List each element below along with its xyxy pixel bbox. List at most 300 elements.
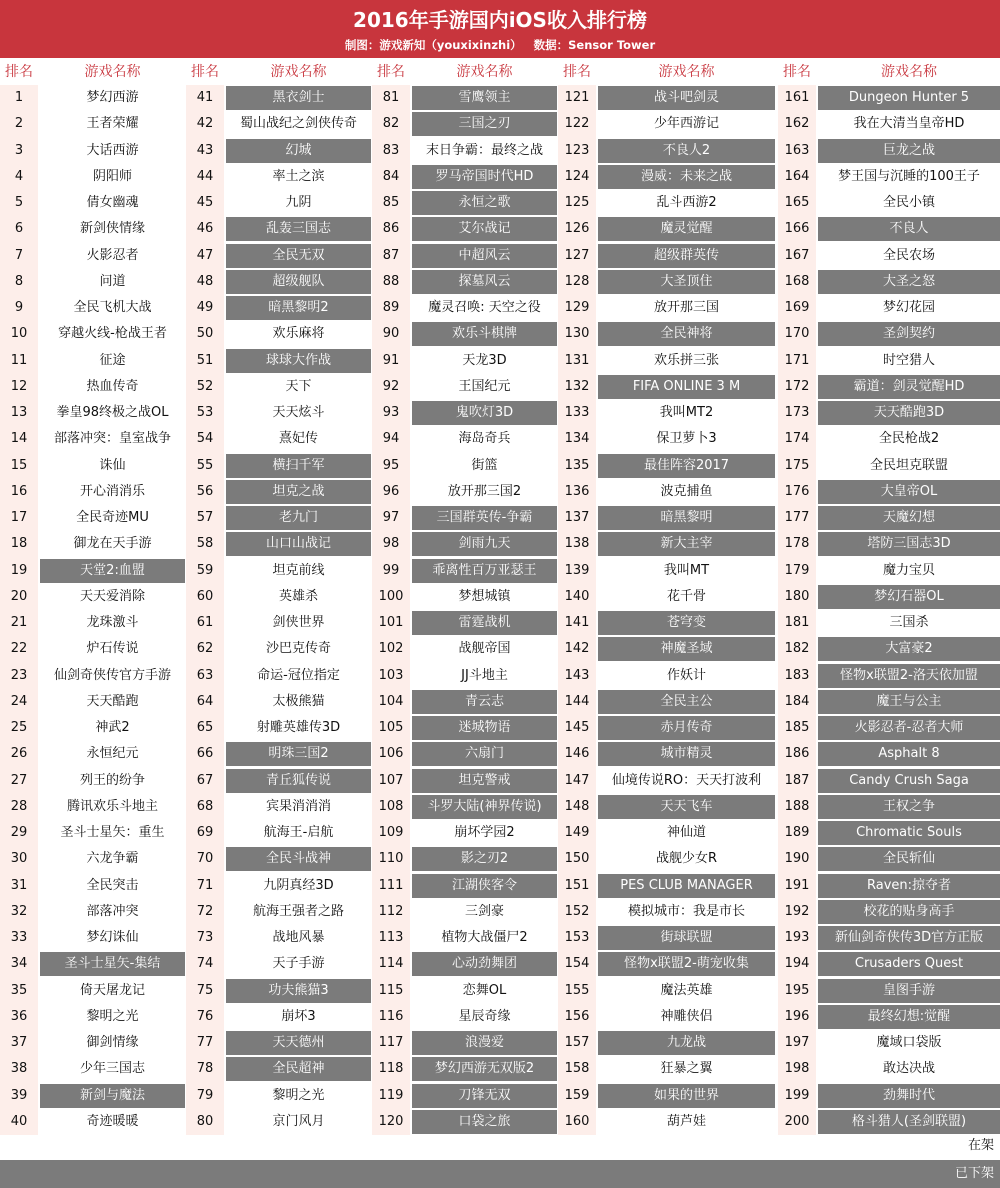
rank-cell: 44 xyxy=(196,168,214,184)
page-subtitle: 制图：游戏新知（youxixinzhi） 数据：Sensor Tower xyxy=(344,38,656,52)
rank-cell: 36 xyxy=(10,1008,28,1024)
rank-cell: 39 xyxy=(10,1087,28,1103)
rank-cell: 95 xyxy=(382,457,400,473)
game-name-cell: 天魔幻想 xyxy=(818,506,1000,530)
game-name-cell: 腾讯欢乐斗地主 xyxy=(66,798,158,814)
game-name-cell: 射雕英雄传3D xyxy=(256,720,341,735)
game-name-cell: 大富豪2 xyxy=(818,637,1000,661)
rank-cell: 113 xyxy=(378,930,404,945)
game-name-cell: 全民主公 xyxy=(598,690,775,714)
rank-cell: 14 xyxy=(10,431,28,447)
game-name-cell: 御龙在天手游 xyxy=(73,536,152,552)
game-name-cell: 不良人 xyxy=(818,217,1000,241)
game-name-cell: 斗罗大陆(神界传说) xyxy=(412,795,557,819)
rank-cell: 52 xyxy=(196,378,214,394)
game-name-cell: 蜀山战纪之剑侠传奇 xyxy=(239,116,357,132)
game-name-cell: 口袋之旅 xyxy=(412,1110,557,1134)
game-name-cell: 神魔圣域 xyxy=(598,637,775,661)
game-name-cell: 星辰奇缘 xyxy=(458,1008,511,1024)
rank-cell: 31 xyxy=(10,877,28,893)
rank-cell: 71 xyxy=(196,877,214,893)
game-name-cell: 倚天屠龙记 xyxy=(79,982,145,998)
game-name-cell: 乱斗西游2 xyxy=(656,195,717,210)
game-name-cell: 太极熊猫 xyxy=(272,693,325,709)
game-name-cell: 老九门 xyxy=(226,506,371,530)
game-name-cell: 全民斗战神 xyxy=(226,847,371,871)
game-name-cell: 部落冲突 xyxy=(86,903,139,919)
game-name-cell: 六扇门 xyxy=(412,742,557,766)
rank-cell: 72 xyxy=(196,903,214,919)
game-name-cell: 格斗猎人(圣剑联盟) xyxy=(818,1110,1000,1134)
rank-cell: 41 xyxy=(196,90,214,105)
game-name-cell: 率土之滨 xyxy=(272,168,325,184)
rank-cell: 35 xyxy=(10,982,28,998)
rank-cell: 100 xyxy=(378,588,404,604)
game-name-cell: 崩坏学园2 xyxy=(454,825,515,840)
rank-cell: 155 xyxy=(564,982,590,998)
game-name-cell: 热血传奇 xyxy=(86,378,139,394)
game-name-cell: 剑雨九天 xyxy=(412,532,557,556)
rank-cell: 4 xyxy=(14,168,24,184)
rank-cell: 142 xyxy=(564,641,590,657)
rank-cell: 147 xyxy=(564,772,590,788)
rank-cell: 37 xyxy=(10,1035,28,1050)
game-name-cell: 鬼吹灯3D xyxy=(412,401,557,425)
game-name-cell: 少年三国志 xyxy=(79,1061,145,1077)
rank-cell: 192 xyxy=(784,903,810,919)
game-name-cell: 放开那三国2 xyxy=(447,483,522,499)
rank-cell: 68 xyxy=(196,798,214,814)
rank-cell: 58 xyxy=(196,536,214,552)
rank-column-background xyxy=(186,85,224,1135)
game-name-cell: 宾果消消消 xyxy=(265,798,331,814)
game-name-cell: 阴阳师 xyxy=(92,168,132,184)
rank-cell: 101 xyxy=(378,615,404,630)
rank-cell: 132 xyxy=(564,378,590,394)
rank-cell: 96 xyxy=(382,483,400,499)
game-name-cell: 开心消消乐 xyxy=(79,483,145,499)
rank-cell: 15 xyxy=(10,457,28,473)
game-name-cell: 欢乐麻将 xyxy=(272,326,325,342)
game-name-cell: Crusaders Quest xyxy=(818,952,1000,976)
rank-cell: 12 xyxy=(10,378,28,394)
rank-cell: 184 xyxy=(784,693,810,709)
rank-cell: 149 xyxy=(564,825,590,840)
rank-cell: 189 xyxy=(784,825,810,840)
game-name-cell: 梦王国与沉睡的100王子 xyxy=(838,168,980,184)
rank-cell: 136 xyxy=(564,483,590,499)
game-name-cell: 命运-冠位指定 xyxy=(257,667,340,683)
rank-cell: 108 xyxy=(378,798,404,814)
rank-cell: 29 xyxy=(10,825,28,840)
rank-cell: 99 xyxy=(382,562,400,578)
rank-cell: 74 xyxy=(196,956,214,972)
game-name-cell: 迷城物语 xyxy=(412,716,557,740)
page-title: 2016年手游国内iOS收入排行榜 xyxy=(353,8,647,32)
game-name-cell: 海岛奇兵 xyxy=(458,431,511,447)
game-name-cell: 九龙战 xyxy=(598,1031,775,1055)
game-name-cell: 崩坏3 xyxy=(281,1008,316,1024)
game-name-cell: 大圣之怒 xyxy=(818,270,1000,294)
rank-cell: 17 xyxy=(10,510,28,525)
game-name-cell: 炉石传说 xyxy=(86,641,139,657)
rank-cell: 2 xyxy=(14,116,24,132)
rank-cell: 187 xyxy=(784,772,810,788)
game-name-cell: 新仙剑奇侠传3D官方正版 xyxy=(818,926,1000,950)
name-header: 游戏名称 xyxy=(658,64,715,80)
rank-cell: 33 xyxy=(10,930,28,945)
rank-cell: 177 xyxy=(784,510,810,525)
game-name-cell: 我叫MT xyxy=(663,562,710,578)
game-name-cell: 列王的纷争 xyxy=(79,772,145,788)
rank-cell: 157 xyxy=(564,1035,590,1050)
game-name-cell: 影之刃2 xyxy=(412,847,557,871)
game-name-cell: 街球联盟 xyxy=(598,926,775,950)
game-name-cell: 漫威：未来之战 xyxy=(598,165,775,189)
game-name-cell: 天天德州 xyxy=(226,1031,371,1055)
rank-cell: 11 xyxy=(10,352,28,368)
rank-cell: 38 xyxy=(10,1061,28,1077)
table-column xyxy=(372,85,557,1135)
game-name-cell: 剑侠世界 xyxy=(272,615,325,630)
game-name-cell: 神仙道 xyxy=(666,825,706,840)
game-name-cell: 全民奇迹MU xyxy=(76,510,149,525)
game-name-cell: Asphalt 8 xyxy=(818,742,1000,766)
game-name-cell: 雷霆战机 xyxy=(412,611,557,635)
rank-cell: 1 xyxy=(14,90,24,105)
rank-cell: 128 xyxy=(564,273,590,289)
rank-cell: 9 xyxy=(14,300,24,315)
rank-cell: 121 xyxy=(564,90,590,105)
game-name-cell: Chromatic Souls xyxy=(818,821,1000,845)
rank-cell: 140 xyxy=(564,588,590,604)
game-name-cell: 英雄杀 xyxy=(278,588,318,604)
rank-cell: 60 xyxy=(196,588,214,604)
rank-cell: 54 xyxy=(196,431,214,447)
rank-header: 排名 xyxy=(5,64,33,80)
game-name-cell: 全民小镇 xyxy=(882,195,935,210)
rank-cell: 112 xyxy=(378,903,404,919)
rank-cell: 65 xyxy=(196,720,214,735)
rank-cell: 131 xyxy=(564,352,590,368)
rank-cell: 198 xyxy=(784,1061,810,1077)
game-name-cell: 波克捕鱼 xyxy=(660,483,713,499)
game-name-cell: 天子手游 xyxy=(272,956,325,972)
rank-cell: 21 xyxy=(10,615,28,630)
game-name-cell: 大话西游 xyxy=(86,142,139,158)
game-name-cell: 征途 xyxy=(99,352,126,368)
game-name-cell: 三国之刃 xyxy=(412,112,557,136)
game-name-cell: 植物大战僵尸2 xyxy=(441,930,528,945)
game-name-cell: 新大主宰 xyxy=(598,532,775,556)
rank-cell: 66 xyxy=(196,746,214,762)
rank-cell: 193 xyxy=(784,930,810,945)
rank-cell: 78 xyxy=(196,1061,214,1077)
rank-cell: 51 xyxy=(196,352,214,368)
legend-off-shelf: 已下架 xyxy=(0,1160,1000,1188)
game-name-cell: Candy Crush Saga xyxy=(818,769,1000,793)
game-name-cell: 火影忍者-忍者大师 xyxy=(818,716,1000,740)
rank-cell: 119 xyxy=(378,1087,404,1103)
game-name-cell: 青云志 xyxy=(412,690,557,714)
game-name-cell: 圣斗士星矢：重生 xyxy=(60,825,165,840)
rank-cell: 79 xyxy=(196,1087,214,1103)
game-name-cell: 九阴 xyxy=(285,195,312,210)
rank-cell: 120 xyxy=(378,1113,404,1129)
game-name-cell: 劲舞时代 xyxy=(818,1084,1000,1108)
game-name-cell: 霸道：剑灵觉醒HD xyxy=(818,375,1000,399)
rank-cell: 85 xyxy=(382,195,400,210)
rank-cell: 180 xyxy=(784,588,810,604)
rank-cell: 57 xyxy=(196,510,214,525)
rank-cell: 102 xyxy=(378,641,404,657)
game-name-cell: 浪漫爱 xyxy=(412,1031,557,1055)
rank-cell: 129 xyxy=(564,300,590,315)
rank-cell: 127 xyxy=(564,247,590,263)
game-name-cell: 坦克前线 xyxy=(272,562,325,578)
rank-cell: 42 xyxy=(196,116,214,132)
rank-cell: 94 xyxy=(382,431,400,447)
game-name-cell: 火影忍者 xyxy=(86,247,139,263)
legend-on-shelf: 在架 xyxy=(967,1138,994,1153)
game-name-cell: 圣剑契约 xyxy=(818,322,1000,346)
game-name-cell: 恋舞OL xyxy=(462,982,507,998)
rank-cell: 171 xyxy=(784,352,810,368)
game-name-cell: 心动劲舞团 xyxy=(412,952,557,976)
rank-cell: 181 xyxy=(784,615,810,630)
game-name-cell: 城市精灵 xyxy=(598,742,775,766)
game-name-cell: 时空猎人 xyxy=(882,352,935,368)
rank-cell: 20 xyxy=(10,588,28,604)
game-name-cell: 全民飞机大战 xyxy=(73,300,152,315)
game-name-cell: 黎明之光 xyxy=(272,1087,325,1103)
game-name-cell: 大皇帝OL xyxy=(818,480,1000,504)
game-name-cell: 奇迹暖暖 xyxy=(86,1113,139,1129)
game-name-cell: 战斗吧剑灵 xyxy=(598,86,775,110)
rank-cell: 107 xyxy=(378,772,404,788)
game-name-cell: 天天炫斗 xyxy=(272,405,325,420)
rank-cell: 28 xyxy=(10,798,28,814)
game-name-cell: 天龙3D xyxy=(462,352,507,368)
rank-cell: 179 xyxy=(784,562,810,578)
game-name-cell: 九阴真经3D xyxy=(263,877,334,893)
game-name-cell: 天天酷跑 xyxy=(86,693,139,709)
rank-cell: 75 xyxy=(196,982,214,998)
game-name-cell: 我叫MT2 xyxy=(659,405,714,420)
game-name-cell: 王者荣耀 xyxy=(86,116,139,132)
game-name-cell: 欢乐斗棋牌 xyxy=(412,322,557,346)
rank-cell: 70 xyxy=(196,851,214,867)
ranking-table xyxy=(0,85,1000,1135)
rank-cell: 47 xyxy=(196,247,214,263)
rank-cell: 89 xyxy=(382,300,400,315)
game-name-cell: 横扫千军 xyxy=(226,454,371,478)
game-name-cell: 全民神将 xyxy=(598,322,775,346)
rank-cell: 90 xyxy=(382,326,400,342)
rank-cell: 77 xyxy=(196,1035,214,1050)
game-name-cell: 三剑豪 xyxy=(464,903,504,919)
rank-cell: 130 xyxy=(564,326,590,342)
rank-cell: 137 xyxy=(564,510,590,525)
rank-cell: 122 xyxy=(564,116,590,132)
game-name-cell: 倩女幽魂 xyxy=(86,195,139,210)
name-header: 游戏名称 xyxy=(84,64,141,80)
table-column xyxy=(0,85,185,1135)
rank-cell: 195 xyxy=(784,982,810,998)
rank-cell: 146 xyxy=(564,746,590,762)
rank-cell: 118 xyxy=(378,1061,404,1077)
rank-cell: 8 xyxy=(14,273,24,289)
rank-cell: 27 xyxy=(10,772,28,788)
game-name-cell: 战舰少女R xyxy=(655,851,718,867)
rank-cell: 194 xyxy=(784,956,810,972)
game-name-cell: 永恒纪元 xyxy=(86,746,139,762)
game-name-cell: 魔王与公主 xyxy=(818,690,1000,714)
rank-cell: 143 xyxy=(564,667,590,683)
game-name-cell: 梦幻西游无双版2 xyxy=(412,1057,557,1081)
game-name-cell: 三国杀 xyxy=(889,615,929,630)
game-name-cell: 新剑与魔法 xyxy=(40,1084,185,1108)
rank-cell: 115 xyxy=(378,982,404,998)
rank-cell: 6 xyxy=(14,221,24,237)
game-name-cell: 暗黑黎明2 xyxy=(226,296,371,320)
game-name-cell: 梦想城镇 xyxy=(458,588,511,604)
rank-cell: 106 xyxy=(378,746,404,762)
rank-cell: 162 xyxy=(784,116,810,132)
rank-cell: 16 xyxy=(10,483,28,499)
rank-cell: 34 xyxy=(10,956,28,972)
game-name-cell: 天堂2:血盟 xyxy=(40,559,185,583)
game-name-cell: 全民突击 xyxy=(86,877,139,893)
rank-cell: 7 xyxy=(14,247,24,263)
game-name-cell: 黑衣剑士 xyxy=(226,86,371,110)
rank-cell: 159 xyxy=(564,1087,590,1103)
rank-header: 排名 xyxy=(377,64,405,80)
game-name-cell: 航海王-启航 xyxy=(263,825,334,840)
game-name-cell: 暗黑黎明 xyxy=(598,506,775,530)
rank-column-background xyxy=(0,85,38,1135)
game-name-cell: 王国纪元 xyxy=(458,378,511,394)
game-name-cell: 街篮 xyxy=(471,457,498,473)
rank-cell: 196 xyxy=(784,1008,810,1024)
rank-cell: 67 xyxy=(196,772,214,788)
rank-cell: 153 xyxy=(564,930,590,945)
rank-cell: 105 xyxy=(378,720,404,735)
game-name-cell: 超级群英传 xyxy=(598,244,775,268)
rank-cell: 176 xyxy=(784,483,810,499)
rank-cell: 182 xyxy=(784,641,810,657)
game-name-cell: 全民农场 xyxy=(882,247,935,263)
game-name-cell: 苍穹变 xyxy=(598,611,775,635)
game-name-cell: 六龙争霸 xyxy=(86,851,139,867)
rank-cell: 188 xyxy=(784,798,810,814)
game-name-cell: 全民坦克联盟 xyxy=(869,457,948,473)
game-name-cell: 青丘狐传说 xyxy=(226,769,371,793)
game-name-cell: 拳皇98终极之战OL xyxy=(56,405,169,420)
game-name-cell: JJ斗地主 xyxy=(461,667,508,683)
game-name-cell: 龙珠激斗 xyxy=(86,615,139,630)
game-name-cell: 全民无双 xyxy=(226,244,371,268)
game-name-cell: 乖离性百万亚瑟王 xyxy=(412,559,557,583)
game-name-cell: 新剑侠情缘 xyxy=(79,221,145,237)
rank-cell: 144 xyxy=(564,693,590,709)
rank-column-background xyxy=(558,85,596,1135)
rank-cell: 88 xyxy=(382,273,400,289)
name-header: 游戏名称 xyxy=(456,64,513,80)
game-name-cell: 皇图手游 xyxy=(818,979,1000,1003)
rank-cell: 45 xyxy=(196,195,214,210)
rank-cell: 152 xyxy=(564,903,590,919)
rank-cell: 98 xyxy=(382,536,400,552)
game-name-cell: 坦克之战 xyxy=(226,480,371,504)
rank-cell: 103 xyxy=(378,667,404,683)
game-name-cell: 部落冲突：皇室战争 xyxy=(53,431,171,447)
game-name-cell: 不良人2 xyxy=(598,139,775,163)
game-name-cell: 梦幻诛仙 xyxy=(86,930,139,945)
game-name-cell: 魔灵召唤: 天空之役 xyxy=(428,300,541,315)
game-name-cell: 乱轰三国志 xyxy=(226,217,371,241)
rank-cell: 170 xyxy=(784,326,810,342)
rank-cell: 167 xyxy=(784,247,810,263)
rank-cell: 166 xyxy=(784,221,810,237)
rank-cell: 3 xyxy=(14,142,24,158)
rank-cell: 151 xyxy=(564,877,590,893)
rank-cell: 92 xyxy=(382,378,400,394)
rank-cell: 48 xyxy=(196,273,214,289)
game-name-cell: 仙剑奇侠传官方手游 xyxy=(53,667,171,683)
rank-cell: 56 xyxy=(196,483,214,499)
game-name-cell: 永恒之歌 xyxy=(412,191,557,215)
rank-cell: 161 xyxy=(784,90,810,105)
game-name-cell: 魔力宝贝 xyxy=(882,562,935,578)
rank-header: 排名 xyxy=(563,64,591,80)
game-name-cell: 狂暴之翼 xyxy=(660,1061,713,1077)
game-name-cell: 保卫萝卜3 xyxy=(656,431,717,447)
rank-cell: 111 xyxy=(378,877,404,893)
game-name-cell: 刀锋无双 xyxy=(412,1084,557,1108)
game-name-cell: 天天酷跑3D xyxy=(818,401,1000,425)
rank-cell: 49 xyxy=(196,300,214,315)
rank-cell: 138 xyxy=(564,536,590,552)
game-name-cell: 敢达决战 xyxy=(882,1061,935,1077)
column-header-row xyxy=(0,60,1000,84)
rank-cell: 114 xyxy=(378,956,404,972)
rank-cell: 87 xyxy=(382,247,400,263)
game-name-cell: 神雕侠侣 xyxy=(660,1008,713,1024)
game-name-cell: 我在大清当皇帝HD xyxy=(853,116,965,132)
page-header xyxy=(0,0,1000,58)
game-name-cell: 天天爱消除 xyxy=(79,588,145,604)
game-name-cell: 魔域口袋版 xyxy=(876,1035,942,1050)
game-name-cell: 问道 xyxy=(99,273,126,289)
rank-cell: 23 xyxy=(10,667,28,683)
rank-cell: 30 xyxy=(10,851,28,867)
rank-cell: 141 xyxy=(564,615,590,630)
rank-cell: 191 xyxy=(784,877,810,893)
rank-cell: 63 xyxy=(196,667,214,683)
rank-cell: 109 xyxy=(378,825,404,840)
game-name-cell: 王权之争 xyxy=(818,795,1000,819)
rank-cell: 93 xyxy=(382,405,400,420)
rank-cell: 163 xyxy=(784,142,810,158)
rank-cell: 154 xyxy=(564,956,590,972)
rank-cell: 134 xyxy=(564,431,590,447)
game-name-cell: 战地风暴 xyxy=(272,930,325,945)
rank-cell: 26 xyxy=(10,746,28,762)
rank-cell: 82 xyxy=(382,116,400,132)
game-name-cell: 全民枪战2 xyxy=(878,431,940,447)
game-name-cell: 坦克警戒 xyxy=(412,769,557,793)
